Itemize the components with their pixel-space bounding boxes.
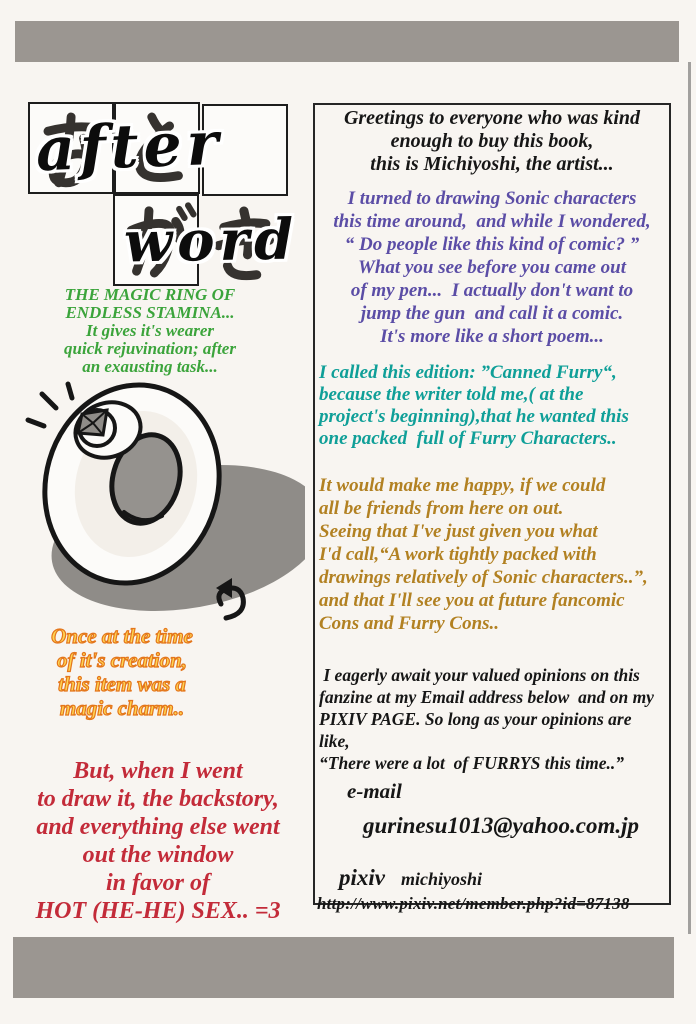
bottom-border-bar [13, 937, 674, 998]
pixiv-line [339, 865, 665, 891]
edition-paragraph: I called this edition: ”Canned Furry“, because the writer told me,( at the project's beginning),that he wanted this one packed full of Furry Characters.. [319, 362, 629, 449]
top-border-bar [15, 21, 679, 62]
friends-paragraph: It would make me happy, if we could all be friends from here on out. Seeing that I've just given you what I'd call,“A work tightly packed with drawings relatively of Sonic characters..”, and that I'll see you at future fancomic Cons and Furry Cons.. [319, 475, 648, 634]
magic-ring-caption: THE MAGIC RING OF ENDLESS STAMINA... It gives it's wearer quick rejuvination; after an exausting task... [64, 285, 236, 376]
afterword-text-box [313, 103, 671, 913]
punchline-text: But, when I went to draw it, the backstory, and everything else went out the window in favor of HOT (HE-HE) SEX.. =3 [35, 758, 281, 924]
word-overlay-text: word [123, 206, 299, 276]
after-overlay-text: after [34, 108, 225, 186]
sonic-paragraph: I turned to drawing Sonic characters this time around, and while I wondered, “ Do people like this kind of comic? ” What you see before you came out of my pen... I actually don't want to jump the gun and call it a comic. It's more like a short poem... [333, 188, 651, 347]
email-label: e-mail [347, 779, 402, 803]
sparkle-icon [28, 384, 72, 426]
origin-caption: Once at the time of it's creation, this item was a magic charm.. [51, 624, 193, 720]
ring-illustration [20, 380, 305, 632]
scan-edge-line [688, 62, 691, 934]
pixiv-label: pixiv [339, 865, 385, 890]
pixiv-url: http://www.pixiv.net/member.php?id=87138 [317, 894, 630, 913]
email-address: gurinesu1013@yahoo.com.jp [363, 813, 639, 838]
pixiv-username: michiyoshi [401, 869, 483, 889]
greeting-text: Greetings to everyone who was kind enough to buy this book, this is Michiyoshi, the artist... [343, 107, 641, 175]
opinions-paragraph: I eagerly await your valued opinions on this fanzine at my Email address below and on my PIXIV PAGE. So long as your opinions are like, “There were a lot of FURRYS this time..” [319, 665, 654, 773]
